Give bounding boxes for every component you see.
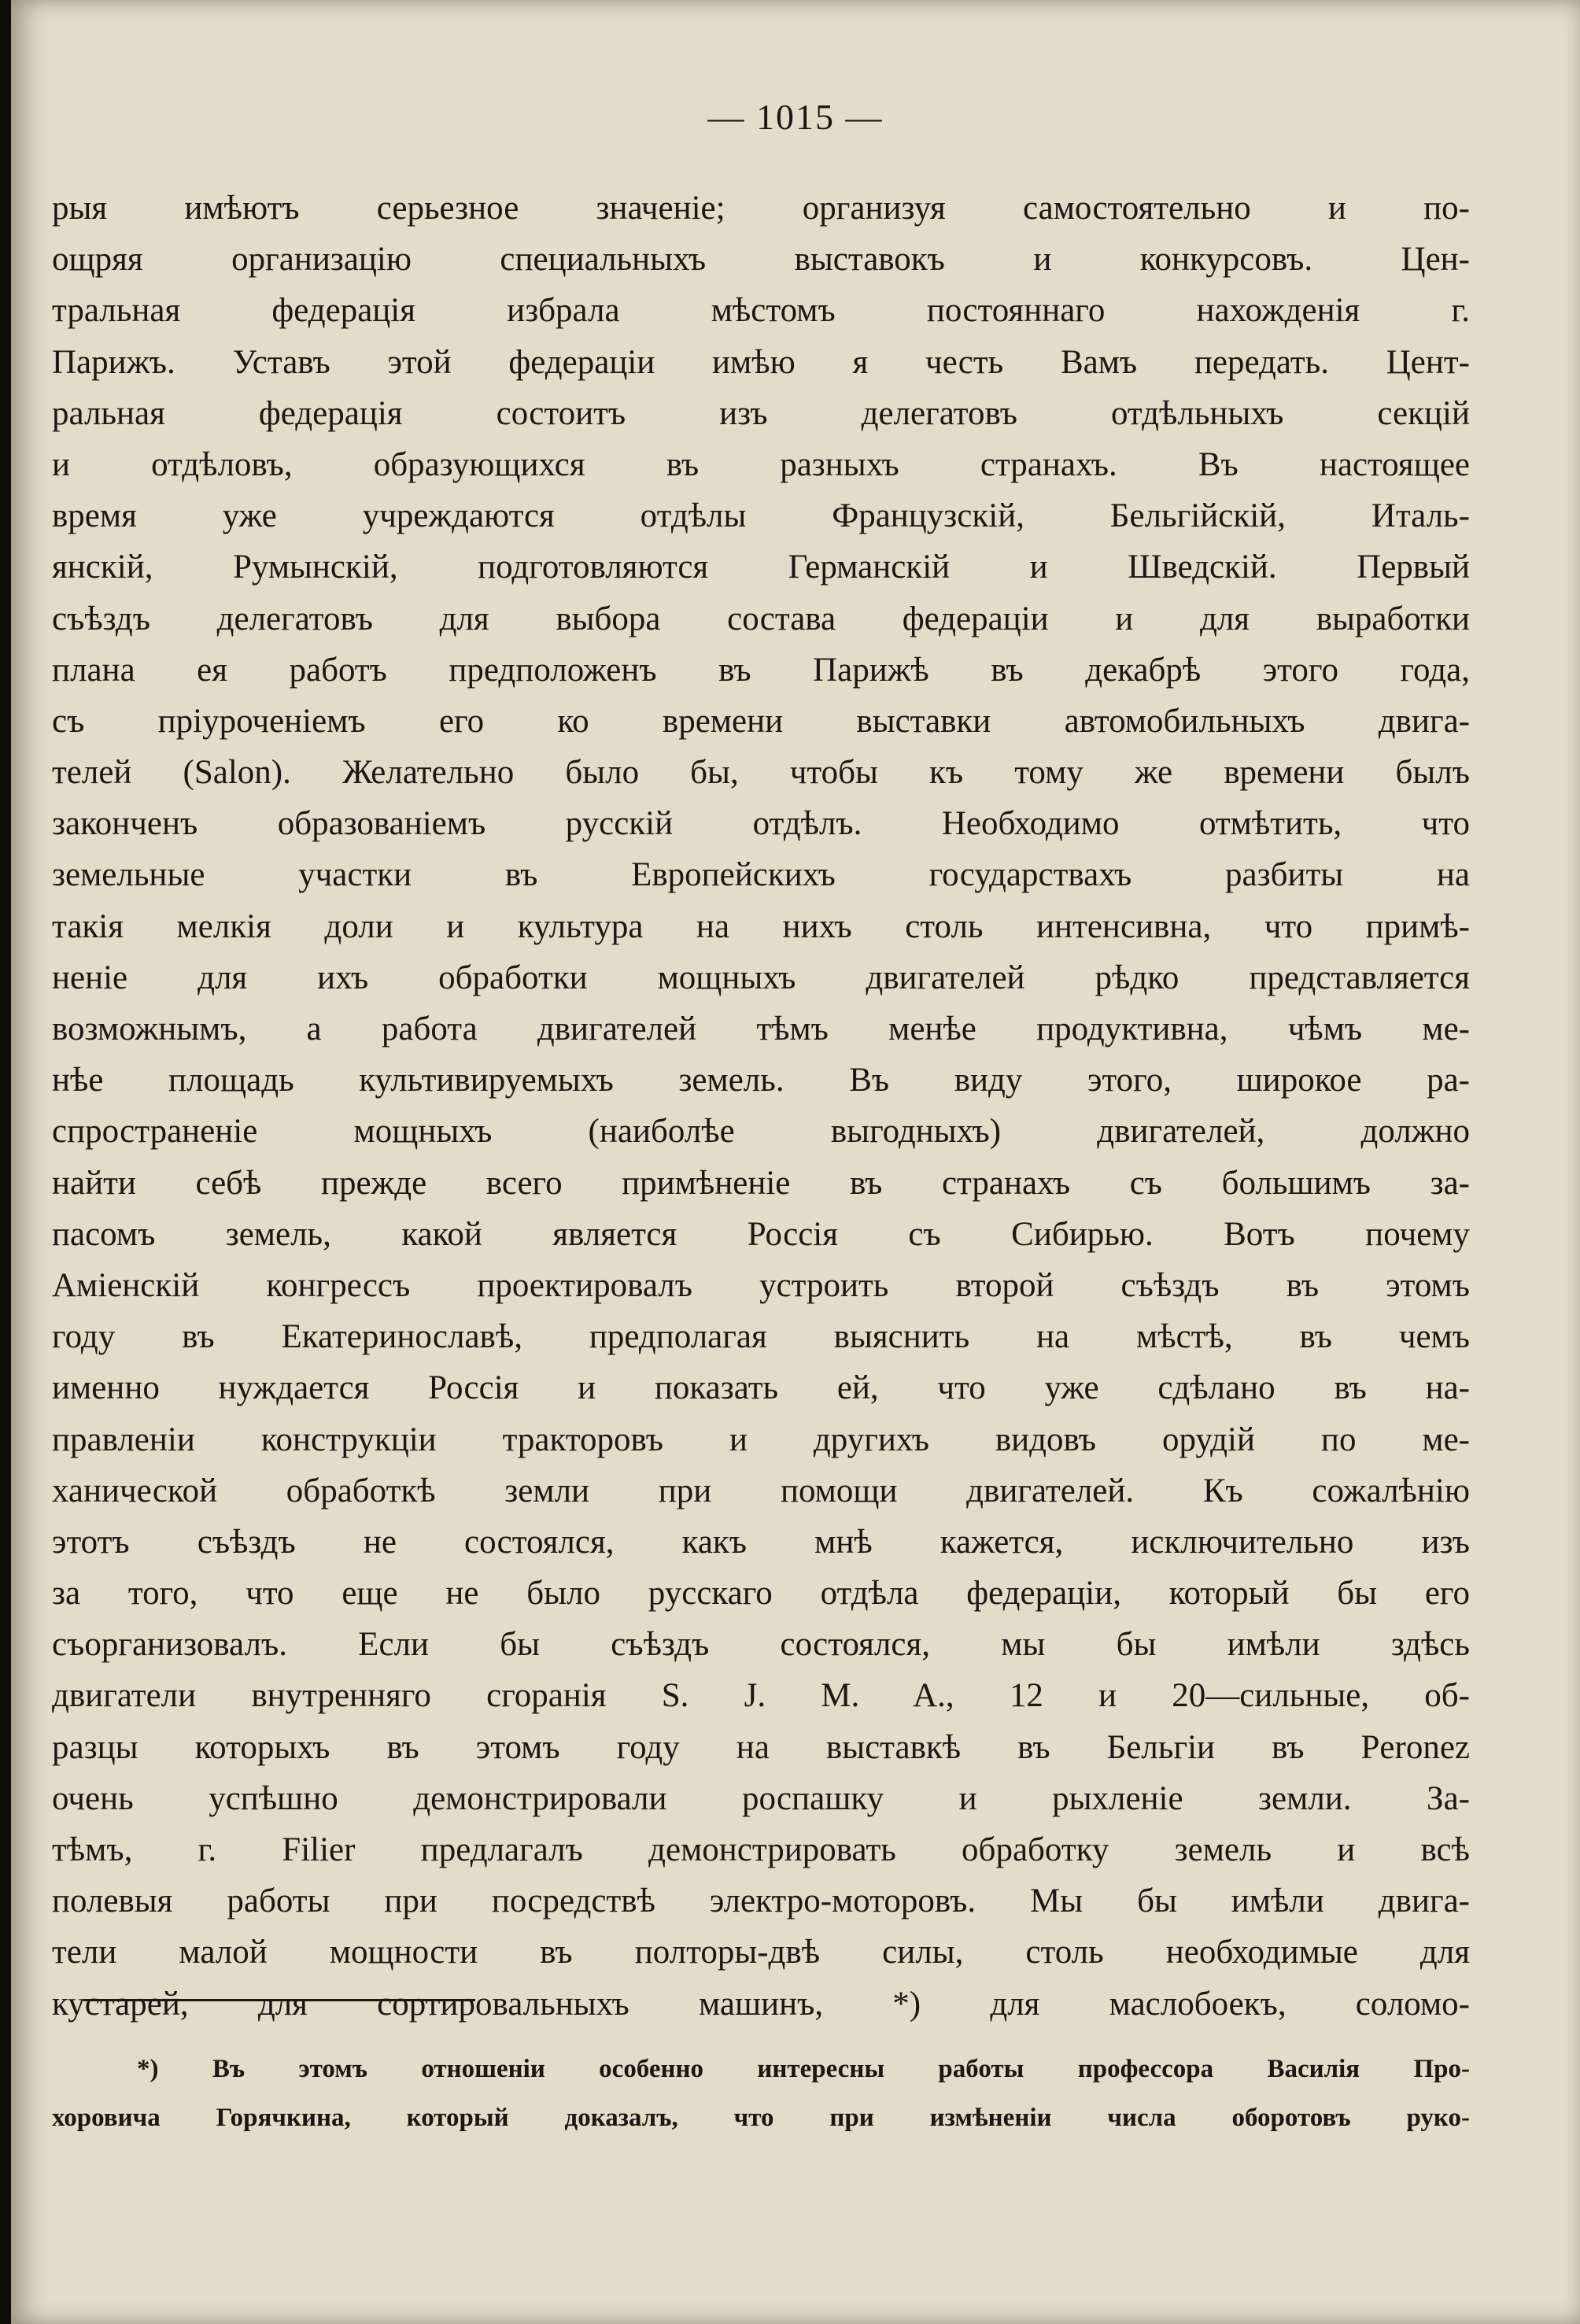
text-line: земельные участки въ Европейскихъ государствахъ разбиты на: [52, 856, 1470, 894]
footnote: [52, 2045, 1470, 2142]
footnote-line: *) Въ этомъ отношеніи особенно интересны работы профессора Василія Про-: [137, 2055, 1470, 2083]
text-line: рыя имѣютъ серьезное значеніе; организуя самостоятельно и по-: [52, 190, 1470, 227]
text-line: разцы которыхъ въ этомъ году на выставкѣ въ Бельгіи въ Peronez: [52, 1728, 1470, 1766]
text-line: ощряя организацію специальныхъ выставокъ и конкурсовъ. Цен-: [52, 241, 1470, 279]
text-line: плана ея работъ предположенъ въ Парижѣ въ декабрѣ этого года,: [52, 651, 1470, 689]
text-line: очень успѣшно демонстрировали роспашку и рыхленіе земли. За-: [52, 1779, 1470, 1817]
text-line: правленіи конструкціи тракторовъ и другихъ видовъ орудій по ме-: [52, 1421, 1470, 1458]
page-binding-edge: [0, 0, 11, 2324]
text-line: тели малой мощности въ полторы-двѣ силы, столь необходимые для: [52, 1934, 1470, 1971]
text-line: Парижъ. Уставъ этой федераціи имѣю я честь Вамъ передать. Цент-: [52, 343, 1470, 381]
text-line: Аміенскій конгрессъ проектировалъ устроить второй съѣздъ въ этомъ: [52, 1266, 1470, 1304]
text-line: кустарей, для сортировальныхъ машинъ, *) для маслобоекъ, соломо-: [52, 1985, 1470, 2023]
text-line: тральная федерація избрала мѣстомъ постояннаго нахожденія г.: [52, 292, 1470, 330]
text-line: янскій, Румынскій, подготовляются Германскій и Шведскій. Первый: [52, 549, 1470, 586]
text-line: такія мелкія доли и культура на нихъ столь интенсивна, что примѣ-: [52, 907, 1470, 945]
text-line: телей (Salon). Желательно было бы, чтобы къ тому же времени былъ: [52, 754, 1470, 792]
text-line: году въ Екатеринославѣ, предполагая выяснить на мѣстѣ, въ чемъ: [52, 1318, 1470, 1356]
text-line: нѣе площадь культивируемыхъ земель. Въ виду этого, широкое ра-: [52, 1062, 1470, 1099]
text-line: найти себѣ прежде всего примѣненіе въ странахъ съ большимъ за-: [52, 1164, 1470, 1202]
text-line: пасомъ земель, какой является Россія съ Сибирью. Вотъ почему: [52, 1215, 1470, 1253]
text-line: съорганизовалъ. Если бы съѣздъ состоялся, мы бы имѣли здѣсь: [52, 1626, 1470, 1664]
text-line: именно нуждается Россія и показать ей, что уже сдѣлано въ на-: [52, 1369, 1470, 1407]
text-line: тѣмъ, г. Filier предлагалъ демонстрировать обработку земель и всѣ: [52, 1831, 1470, 1868]
text-line: съѣздъ делегатовъ для выбора состава федераціи и для выработки: [52, 600, 1470, 637]
text-line: возможнымъ, а работа двигателей тѣмъ менѣе продуктивна, чѣмъ ме-: [52, 1011, 1470, 1047]
text-line: время уже учреждаются отдѣлы Французскій, Бельгійскій, Италь-: [52, 497, 1470, 535]
text-line: неніе для ихъ обработки мощныхъ двигателей рѣдко представляется: [52, 959, 1470, 996]
text-line: законченъ образованіемъ русскій отдѣлъ. Необходимо отмѣтить, что: [52, 805, 1470, 843]
footnote-line: хоровича Горячкина, который доказалъ, что при измѣненіи числа оборотовъ руко-: [52, 2104, 1470, 2132]
text-line: за того, что еще не было русскаго отдѣла федераціи, который бы его: [52, 1575, 1470, 1613]
text-line: полевыя работы при посредствѣ электро-моторовъ. Мы бы имѣли двига-: [52, 1882, 1470, 1920]
text-line: ханической обработкѣ земли при помощи двигателей. Къ сожалѣнію: [52, 1472, 1470, 1509]
text-line: съ пріуроченіемъ его ко времени выставки автомобильныхъ двига-: [52, 702, 1470, 740]
text-line: спространеніе мощныхъ (наиболѣе выгодныхъ) двигателей, должно: [52, 1113, 1470, 1151]
text-line: ральная федерація состоитъ изъ делегатовъ отдѣльныхъ секцій: [52, 394, 1470, 432]
text-line: двигатели внутренняго сгоранія S. J. M. A., 12 и 20—сильные, об-: [52, 1677, 1470, 1715]
page-number: — 1015 —: [707, 97, 884, 137]
body-text: [52, 183, 1470, 2030]
footnote-divider: [83, 1999, 475, 2001]
text-line: и отдѣловъ, образующихся въ разныхъ странахъ. Въ настоящее: [52, 445, 1470, 483]
text-line: этотъ съѣздъ не состоялся, какъ мнѣ кажется, исключительно изъ: [52, 1523, 1470, 1561]
book-page: [11, 0, 1580, 2324]
